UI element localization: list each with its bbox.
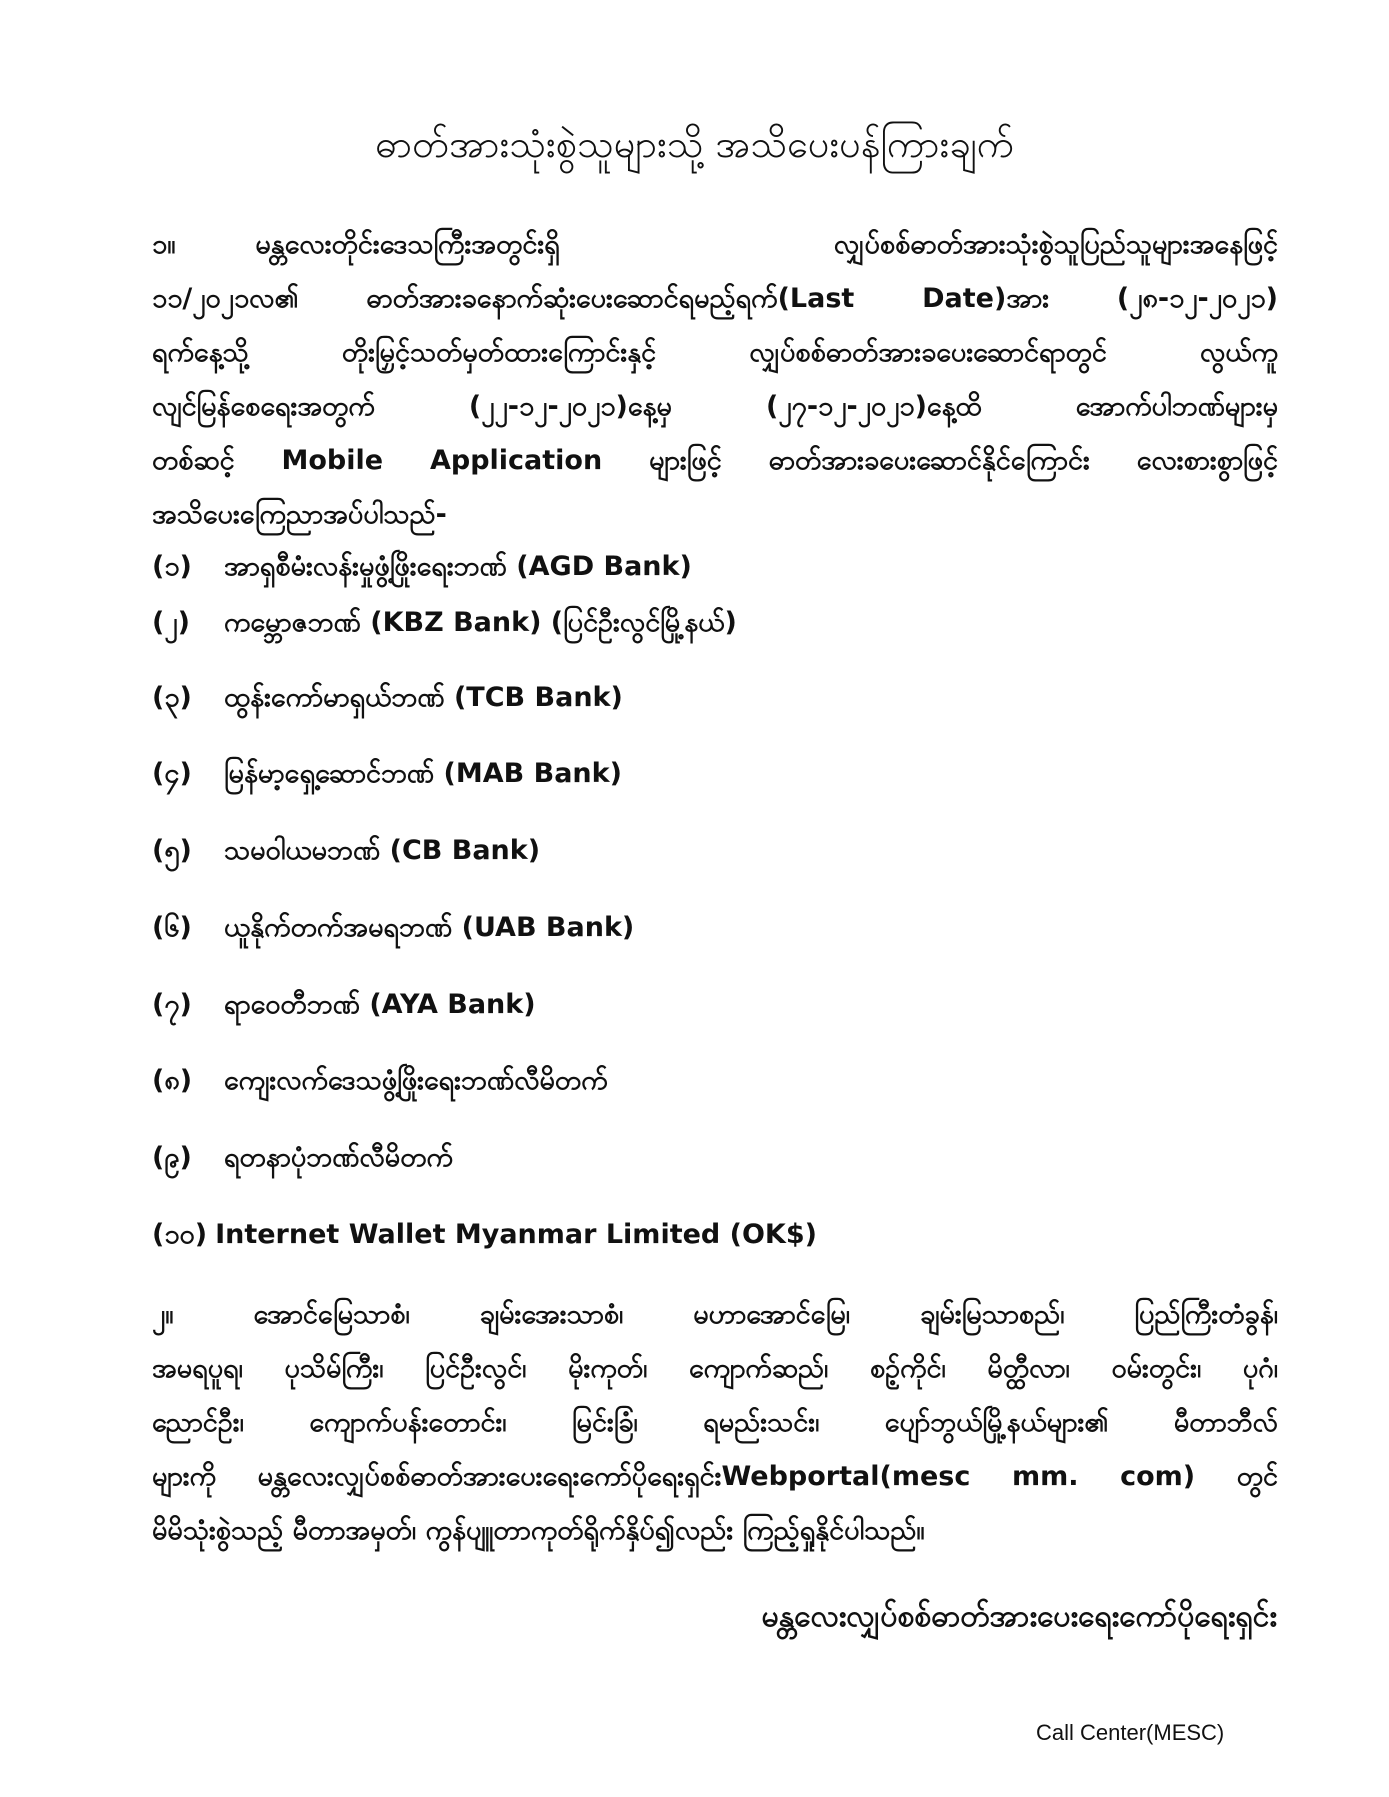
bank-list-marker: (၁): [152, 551, 192, 582]
paragraph-1-line: ၁၁/၂၀၂၁လ၏ ဓာတ်အားခနောက်ဆုံးပေးဆောင်ရမည့်ရက်(Last Date)အား (၂၈-၁၂-၂၀၂၁): [152, 283, 1278, 314]
bank-list-item: [152, 1056, 608, 1106]
bank-list-marker: (၆): [152, 912, 192, 943]
paragraph-2-line: ညောင်ဦး၊ ကျောက်ပန်းတောင်း၊ မြင်းခြံ၊ ရမည်းသင်း၊ ပျော်ဘွယ်မြို့နယ်များ၏ မီတာဘီလ်: [152, 1407, 1278, 1438]
bank-name: ယူနိုက်တက်အမရဘဏ် (UAB Bank): [224, 912, 635, 943]
bank-list-marker: (၇): [152, 989, 192, 1020]
bank-list-item: [152, 598, 737, 648]
bank-name: သမဝါယမဘဏ် (CB Bank): [224, 835, 541, 866]
bank-list-item: [152, 903, 634, 953]
notice-title: ဓာတ်အားသုံးစွဲသူများသို့ အသိပေးပန်ကြားချက်: [375, 122, 1014, 166]
bank-list-marker: (၄): [152, 758, 192, 789]
bank-list-marker: (၃): [152, 682, 192, 713]
paragraph-2-line: မိမိသုံးစွဲသည့် မီတာအမှတ်၊ ကွန်ပျူတာကုတ်ရိုက်နှိပ်၍လည်း ကြည့်ရှုနိုင်ပါသည်။: [152, 1515, 925, 1546]
bank-list-item: [152, 749, 622, 799]
paragraph-2-number: ၂။: [152, 1299, 174, 1330]
bank-list-marker: (၂): [152, 607, 190, 638]
paragraph-2-line: အမရပူရ၊ ပုသိမ်ကြီး၊ ပြင်ဦးလွင်၊ မိုးကုတ်၊ ကျောက်ဆည်၊ စဉ့်ကိုင်၊ မိတ္ထီလာ၊ ဝမ်းတွင်း၊ ပုဂံ၊: [152, 1353, 1278, 1384]
bank-name: မြန်မာ့ရှေ့ဆောင်ဘဏ် (MAB Bank): [224, 758, 622, 789]
paragraph-2-line: များကို မန္တလေးလျှပ်စစ်ဓာတ်အားပေးရေးကော်ပိုရေးရှင်းWebportal(mesc mm. com) တွင်: [152, 1461, 1278, 1492]
bank-name: ထွန်းကော်မာရှယ်ဘဏ် (TCB Bank): [224, 682, 623, 713]
bank-list-marker: (၈): [152, 1065, 193, 1096]
paragraph-2: [152, 1288, 1278, 1558]
bank-name: ကမ္ဘောဇဘဏ် (KBZ Bank) (ပြင်ဦးလွင်မြို့နယ်): [224, 607, 737, 638]
bank-list-marker: (၅): [152, 835, 192, 866]
bank-list-item: [152, 826, 540, 876]
bank-name: ကျေးလက်ဒေသဖွံ့ဖြိုးရေးဘဏ်လီမိတက်: [224, 1065, 608, 1096]
bank-list-marker: (၁၀): [152, 1219, 208, 1250]
bank-list-item: [152, 1210, 817, 1260]
bank-list-item: [152, 1133, 453, 1183]
footer-call-center: Call Center(MESC): [1036, 1720, 1225, 1745]
bank-list-item: [152, 980, 536, 1030]
paragraph-1: [152, 218, 1278, 542]
paragraph-2-line: ၂။ အောင်မြေသာစံ၊ ချမ်းအေးသာစံ၊ မဟာအောင်မြေ၊ ချမ်းမြသာစည်၊ ပြည်ကြီးတံခွန်၊: [152, 1299, 1278, 1330]
paragraph-1-line: ၁။ မန္တလေးတိုင်းဒေသကြီးအတွင်းရှိ လျှပ်စစ်ဓာတ်အားသုံးစွဲသူပြည်သူများအနေဖြင့်: [152, 229, 1278, 260]
paragraph-1-line: လျင်မြန်စေရေးအတွက် (၂၂-၁၂-၂၀၂၁)နေ့မှ (၂၇-၁၂-၂၀၂၁)နေ့ထိ အောက်ပါဘဏ်များမှ: [152, 391, 1278, 422]
paragraph-1-line: ရက်နေ့သို့ တိုးမြှင့်သတ်မှတ်ထားကြောင်းနှင့် လျှပ်စစ်ဓာတ်အားခပေးဆောင်ရာတွင် လွယ်ကူ: [152, 337, 1278, 368]
paragraph-1-number: ၁။: [152, 229, 176, 260]
issuer-signature: မန္တလေးလျှပ်စစ်ဓာတ်အားပေးရေးကော်ပိုရေးရှင်း: [761, 1599, 1277, 1634]
bank-name: Internet Wallet Myanmar Limited (OK$): [215, 1219, 817, 1250]
bank-list-item: [152, 542, 692, 592]
bank-list-item: [152, 673, 623, 723]
paragraph-1-line: တစ်ဆင့် Mobile Application များဖြင့် ဓာတ်အားခပေးဆောင်နိုင်ကြောင်း လေးစားစွာဖြင့်: [152, 445, 1278, 476]
bank-name: ရတနာပုံဘဏ်လီမိတက်: [224, 1142, 453, 1173]
bank-list-marker: (၉): [152, 1142, 192, 1173]
paragraph-1-line: အသိပေးကြေညာအပ်ပါသည်-: [152, 499, 447, 530]
bank-name: ရာဝေတီဘဏ် (AYA Bank): [224, 989, 536, 1020]
bank-name: အာရှစီမံးလန်းမှုဖွံ့ဖြိုးရေးဘဏ် (AGD Bank): [224, 551, 692, 582]
